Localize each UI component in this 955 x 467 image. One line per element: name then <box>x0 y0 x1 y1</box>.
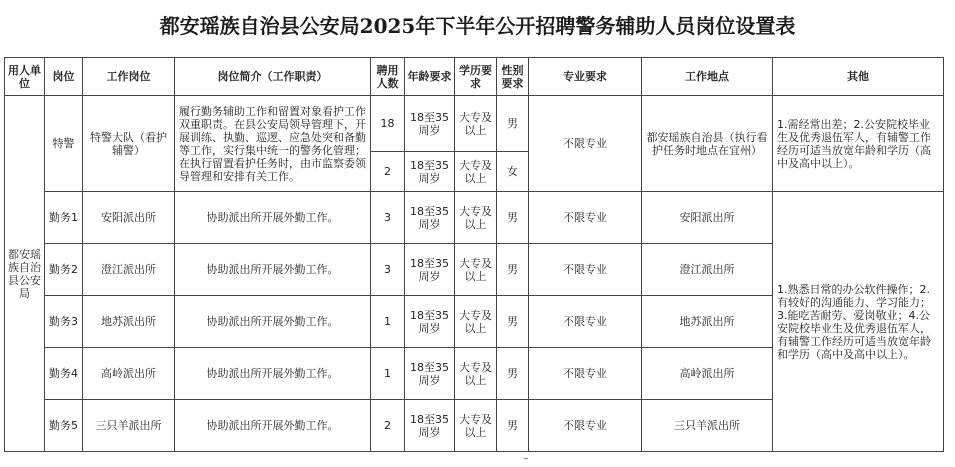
table-header-row <box>5 58 944 96</box>
header-age: 年龄要求 <box>405 58 455 96</box>
duty5-post: 勤务5 <box>45 400 83 452</box>
duty1-edu: 大专及以上 <box>455 192 497 244</box>
unit-name-cell: 都安瑶族自治县公安局 <box>5 96 45 452</box>
special-gender-male: 男 <box>497 96 529 152</box>
special-duty-cell: 履行勤务辅助工作和留置对象看护工作双重职责。在县公安局领导管理下，开展训练、执勤、巡逻、应急处突和备勤等工作，实行集中统一的警务化管理；在执行留置看护任务时，由市监察委领导管理和安排有关工作。 <box>175 96 371 192</box>
header-edu: 学历要求 <box>455 58 497 96</box>
special-count-male: 18 <box>371 96 405 152</box>
duty4-post: 勤务4 <box>45 348 83 400</box>
header-work-post: 工作岗位 <box>83 58 175 96</box>
header-post: 岗位 <box>45 58 83 96</box>
duty2-post: 勤务2 <box>45 244 83 296</box>
header-other: 其他 <box>773 58 944 96</box>
duty3-count: 1 <box>371 296 405 348</box>
duty2-major: 不限专业 <box>529 244 642 296</box>
duty1-location: 安阳派出所 <box>642 192 773 244</box>
page-title: 都安瑶族自治县公安局2025年下半年公开招聘警务辅助人员岗位设置表 <box>159 14 796 38</box>
header-major: 专业要求 <box>529 58 642 96</box>
duty2-gender: 男 <box>497 244 529 296</box>
duty3-gender: 男 <box>497 296 529 348</box>
duty4-gender: 男 <box>497 348 529 400</box>
duty4-count: 1 <box>371 348 405 400</box>
duty-other-cell: 1.熟悉日常的办公软件操作；2.有较好的沟通能力、学习能力；3.能吃苦耐劳、爱岗敬业；4.公安院校毕业生及优秀退伍军人，有辅警工作经历可适当放宽年龄和学历（高中及高中以上）。 <box>773 192 944 452</box>
duty4-major: 不限专业 <box>529 348 642 400</box>
duty2-location: 澄江派出所 <box>642 244 773 296</box>
special-work-post-cell: 特警大队（看护辅警） <box>83 96 175 192</box>
duty1-post: 勤务1 <box>45 192 83 244</box>
duty2-work-post: 澄江派出所 <box>83 244 175 296</box>
duty4-edu: 大专及以上 <box>455 348 497 400</box>
duty2-count: 3 <box>371 244 405 296</box>
header-gender: 性别要求 <box>497 58 529 96</box>
duty5-age: 18至35周岁 <box>405 400 455 452</box>
page-divider-mark <box>524 458 528 459</box>
duty2-edu: 大专及以上 <box>455 244 497 296</box>
table-row-duty-1 <box>5 192 944 244</box>
duty2-age: 18至35周岁 <box>405 244 455 296</box>
table-row-special-male <box>5 96 944 152</box>
duty1-age: 18至35周岁 <box>405 192 455 244</box>
duty4-age: 18至35周岁 <box>405 348 455 400</box>
special-post-cell: 特警 <box>45 96 83 192</box>
duty1-duty: 协助派出所开展外勤工作。 <box>175 192 371 244</box>
duty4-work-post: 高岭派出所 <box>83 348 175 400</box>
special-count-female: 2 <box>371 152 405 192</box>
duty3-age: 18至35周岁 <box>405 296 455 348</box>
position-table <box>4 57 944 452</box>
duty5-count: 2 <box>371 400 405 452</box>
duty5-work-post: 三只羊派出所 <box>83 400 175 452</box>
duty5-edu: 大专及以上 <box>455 400 497 452</box>
special-edu-female: 大专及以上 <box>455 152 497 192</box>
special-major-cell: 不限专业 <box>529 96 642 192</box>
duty3-work-post: 地苏派出所 <box>83 296 175 348</box>
duty1-count: 3 <box>371 192 405 244</box>
header-count: 聘用人数 <box>371 58 405 96</box>
duty4-location: 高岭派出所 <box>642 348 773 400</box>
duty1-work-post: 安阳派出所 <box>83 192 175 244</box>
duty3-location: 地苏派出所 <box>642 296 773 348</box>
special-age-female: 18至35周岁 <box>405 152 455 192</box>
header-duty: 岗位简介（工作职责） <box>175 58 371 96</box>
duty3-duty: 协助派出所开展外勤工作。 <box>175 296 371 348</box>
special-age-male: 18至35周岁 <box>405 96 455 152</box>
special-other-cell: 1.需经常出差；2.公安院校毕业生及优秀退伍军人，有辅警工作经历可适当放宽年龄和学历（高中及高中以上）。 <box>773 96 944 192</box>
special-gender-female: 女 <box>497 152 529 192</box>
duty5-major: 不限专业 <box>529 400 642 452</box>
header-unit: 用人单位 <box>5 58 45 96</box>
special-edu-male: 大专及以上 <box>455 96 497 152</box>
duty2-duty: 协助派出所开展外勤工作。 <box>175 244 371 296</box>
duty3-post: 勤务3 <box>45 296 83 348</box>
duty5-gender: 男 <box>497 400 529 452</box>
duty3-major: 不限专业 <box>529 296 642 348</box>
duty4-duty: 协助派出所开展外勤工作。 <box>175 348 371 400</box>
duty1-major: 不限专业 <box>529 192 642 244</box>
duty5-duty: 协助派出所开展外勤工作。 <box>175 400 371 452</box>
header-location: 工作地点 <box>642 58 773 96</box>
duty1-gender: 男 <box>497 192 529 244</box>
duty5-location: 三只羊派出所 <box>642 400 773 452</box>
duty3-edu: 大专及以上 <box>455 296 497 348</box>
special-location-cell: 都安瑶族自治县（执行看护任务时地点在宜州） <box>642 96 773 192</box>
